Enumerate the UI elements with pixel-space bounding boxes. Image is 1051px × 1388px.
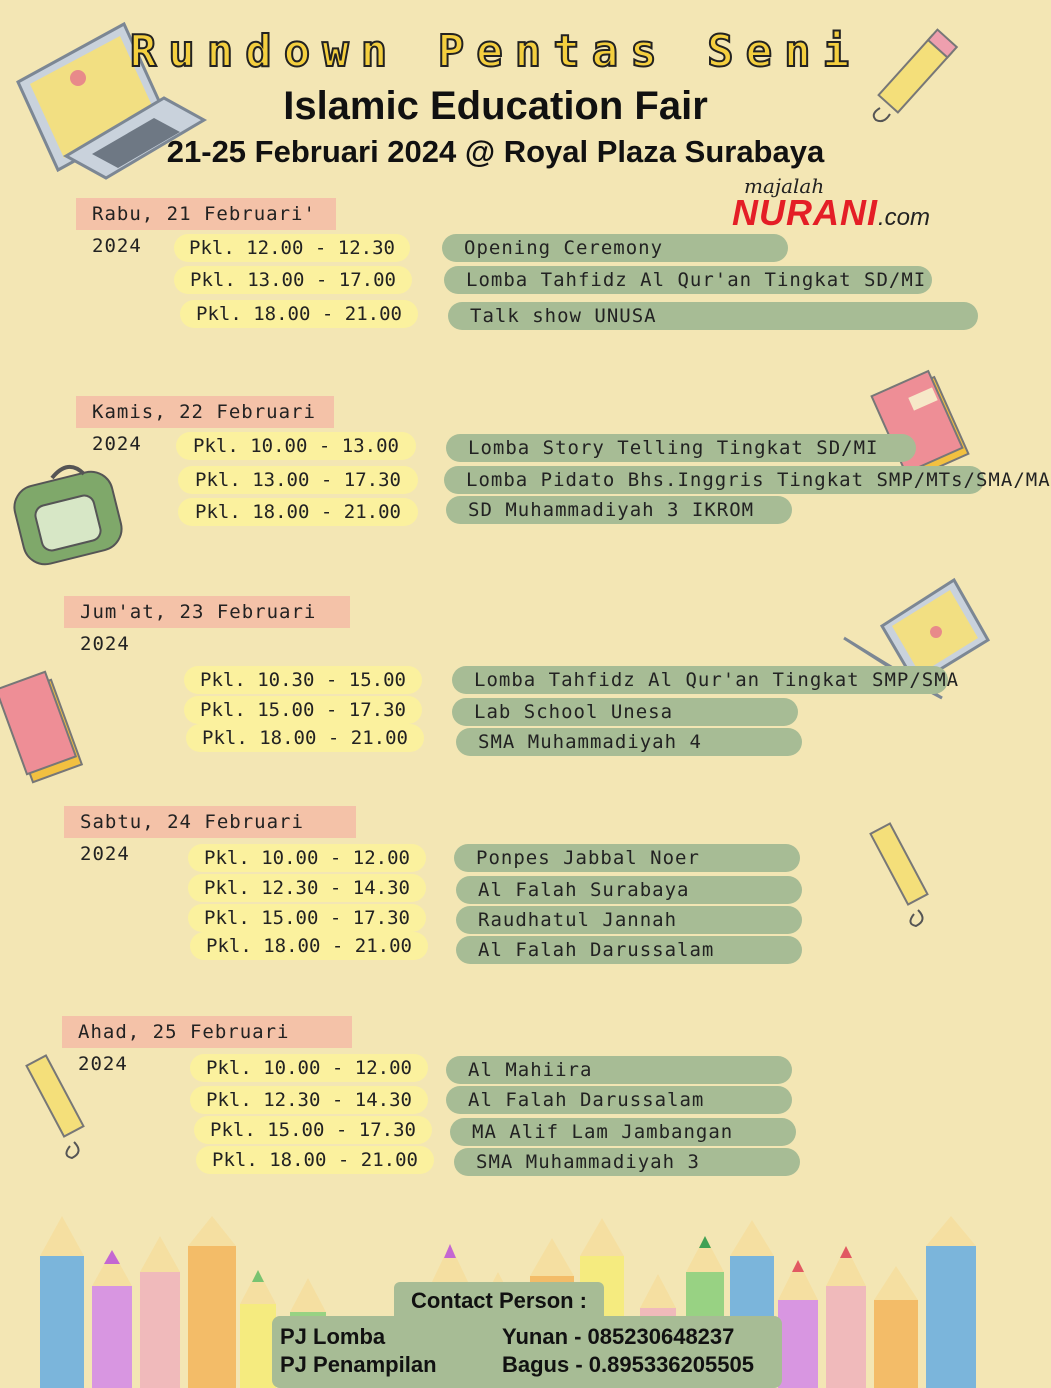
- event-pill: Al Falah Darussalam: [446, 1086, 792, 1114]
- time-pill: Pkl. 12.00 - 12.30: [174, 234, 410, 262]
- poster-title: Rundown Pentas Seni: [129, 26, 862, 77]
- time-pill: Pkl. 18.00 - 21.00: [180, 300, 418, 328]
- time-pill: Pkl. 18.00 - 21.00: [186, 724, 424, 752]
- time-pill: Pkl. 13.00 - 17.30: [178, 466, 418, 494]
- contact-title: Contact Person :: [394, 1282, 604, 1318]
- day-label-kamis: Kamis, 22 Februari 2024: [76, 396, 334, 428]
- brand-suffix: .com: [878, 204, 931, 231]
- event-pill: Lomba Tahfidz Al Qur'an Tingkat SD/MI: [444, 266, 932, 294]
- time-pill: Pkl. 10.00 - 12.00: [188, 844, 426, 872]
- event-name: Islamic Education Fair: [283, 84, 708, 128]
- time-pill: Pkl. 15.00 - 17.30: [184, 696, 422, 724]
- pencil-icon: [874, 818, 944, 930]
- notebook-icon: [2, 668, 84, 796]
- contact-list: [272, 1316, 782, 1388]
- event-pill: Lomba Pidato Bhs.Inggris Tingkat SMP/MTs/SMA/MA: [444, 466, 984, 494]
- event-pill: Al Falah Darussalam: [456, 936, 802, 964]
- contact-section: [272, 1282, 782, 1388]
- event-pill: SMA Muhammadiyah 4: [456, 728, 802, 756]
- time-pill: Pkl. 18.00 - 21.00: [196, 1146, 434, 1174]
- contact-role: PJ Penampilan: [280, 1352, 437, 1377]
- event-pill: SD Muhammadiyah 3 IKROM: [446, 496, 792, 524]
- event-pill: Al Mahiira: [446, 1056, 792, 1084]
- contact-person: Yunan - 085230648237: [502, 1324, 735, 1349]
- brand-name: NURANI: [732, 192, 878, 233]
- contact-role: PJ Lomba: [280, 1324, 386, 1349]
- backpack-icon: [8, 460, 128, 564]
- time-pill: Pkl. 12.30 - 14.30: [190, 1086, 428, 1114]
- time-pill: Pkl. 10.00 - 12.00: [190, 1054, 428, 1082]
- day-label-jumat: Jum'at, 23 Februari 2024: [64, 596, 350, 628]
- time-pill: Pkl. 18.00 - 21.00: [190, 932, 428, 960]
- event-pill: Opening Ceremony: [442, 234, 788, 262]
- time-pill: Pkl. 13.00 - 17.00: [174, 266, 412, 294]
- time-pill: Pkl. 18.00 - 21.00: [178, 498, 418, 526]
- day-label-sabtu: Sabtu, 24 Februari 2024: [64, 806, 356, 838]
- time-pill: Pkl. 10.30 - 15.00: [184, 666, 422, 694]
- event-pill: Raudhatul Jannah: [456, 906, 802, 934]
- event-pill: Lomba Story Telling Tingkat SD/MI: [446, 434, 916, 462]
- day-label-rabu: Rabu, 21 Februari' 2024: [76, 198, 336, 230]
- time-pill: Pkl. 12.30 - 14.30: [188, 874, 426, 902]
- time-pill: Pkl. 10.00 - 13.00: [176, 432, 416, 460]
- event-pill: Al Falah Surabaya: [456, 876, 802, 904]
- contact-person: Bagus - 0.895336205505: [502, 1352, 754, 1377]
- event-pill: MA Alif Lam Jambangan: [450, 1118, 796, 1146]
- event-pill: Lomba Tahfidz Al Qur'an Tingkat SMP/SMA: [452, 666, 948, 694]
- time-pill: Pkl. 15.00 - 17.30: [194, 1116, 432, 1144]
- event-pill: Talk show UNUSA: [448, 302, 978, 330]
- event-pill: Ponpes Jabbal Noer: [454, 844, 800, 872]
- brand-prefix: majalah: [744, 174, 825, 198]
- event-date-venue: 21-25 Februari 2024 @ Royal Plaza Surabaya: [166, 134, 825, 169]
- day-label-ahad: Ahad, 25 Februari 2024: [62, 1016, 352, 1048]
- event-pill: SMA Muhammadiyah 3: [454, 1148, 800, 1176]
- event-pill: Lab School Unesa: [452, 698, 798, 726]
- time-pill: Pkl. 15.00 - 17.30: [188, 904, 426, 932]
